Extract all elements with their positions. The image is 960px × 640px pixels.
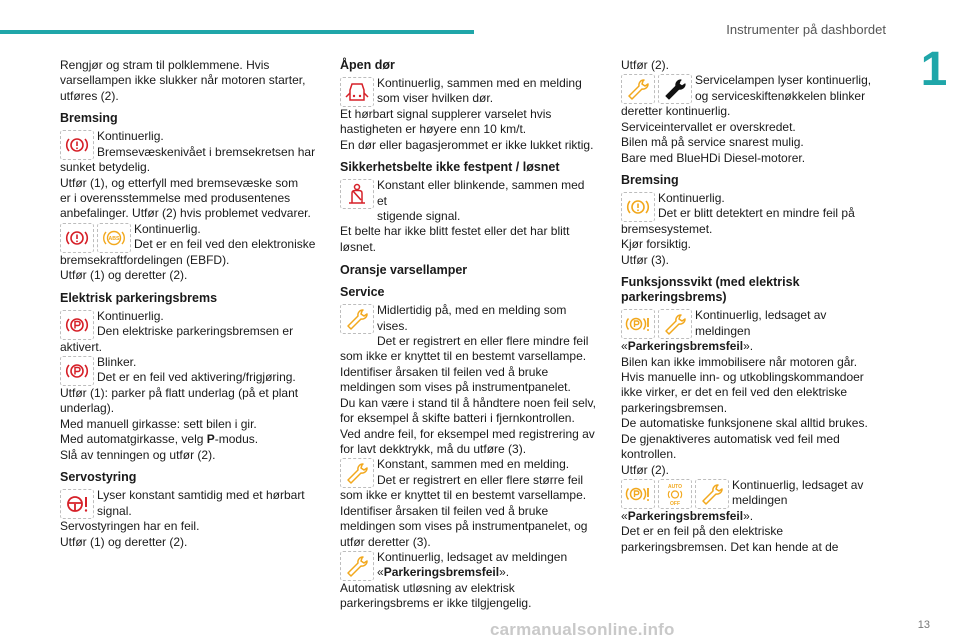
column-1 (60, 58, 316, 550)
body-line: Du kan være i stand til å håndtere noen feil selv, (340, 395, 596, 410)
body-line: De gjenaktiveres automatisk ved feil med (621, 431, 840, 446)
block-line: stigende signal. (377, 209, 461, 224)
body-line: Kjør forsiktig. (621, 237, 692, 252)
body-line: «Parkeringsbremsfeil». (621, 339, 754, 354)
chapter-number: 1 (920, 42, 948, 96)
body-line: ikke virker, er det en feil ved den elektriske (621, 385, 848, 400)
section-heading-funksjonssvikt: Funksjonssvikt (med elektrisk parkeringsbrems) (621, 275, 800, 305)
body-line: sunket betydelig. (60, 160, 151, 175)
service-wrench-icon (658, 309, 692, 339)
warning-block (60, 129, 316, 160)
body-line: Utfør (1): parker på flatt underlag (på et plant (60, 386, 299, 401)
brake-warning-icon (621, 192, 655, 222)
body-line: Utfør (1), og etterfyll med bremsevæske som (60, 175, 299, 190)
warning-block (60, 488, 316, 519)
body-line: bremsesystemet. (621, 222, 713, 237)
section-heading-seatbelt: Sikkerhetsbelte ikke festpent / løsnet (340, 160, 560, 175)
warning-block (340, 303, 596, 349)
warning-block (621, 308, 883, 339)
section-heading-servostyring: Servostyring (60, 470, 137, 485)
service-wrench-icon (340, 458, 374, 488)
body-line: Automatisk utløsning av elektrisk (340, 580, 515, 595)
column-3 (621, 58, 883, 555)
seatbelt-icon (340, 179, 374, 209)
block-line: Lyser konstant samtidig med et hørbart (97, 488, 305, 503)
body-line: anbefalinger. Utfør (2) hvis problemet vedvarer. (60, 206, 311, 221)
parking-brake-icon (60, 310, 94, 340)
service-wrench-icon (695, 479, 729, 509)
service-wrench-icon (340, 551, 374, 581)
watermark: carmanualsonline.info (490, 620, 675, 639)
warning-block (621, 191, 883, 222)
warning-block (340, 178, 596, 224)
body-line: Ved andre feil, for eksempel med registrering av (340, 426, 595, 441)
block-line: Kontinuerlig, ledsaget av (695, 308, 827, 323)
block-line: Den elektriske parkeringsbremsen er (97, 324, 294, 339)
section-heading-service: Service (340, 285, 385, 300)
body-line: Utfør (2). (621, 58, 669, 72)
intro-line: varsellampen ikke slukker når motoren starter, (60, 73, 306, 88)
block-line: som viser hvilken dør. (377, 91, 494, 106)
body-line: løsnet. (340, 239, 377, 254)
block-line: «Parkeringsbremsfeil». (377, 565, 510, 580)
body-line: Bilen må på service snarest mulig. (621, 135, 804, 150)
body-line: Utfør (3). (621, 252, 669, 267)
body-line: De automatiske funksjonene skal alltid brukes. (621, 416, 868, 431)
block-line: signal. (97, 503, 132, 518)
body-line: parkeringsbremsen. Det kan hende at de (621, 539, 839, 554)
block-line: og serviceskiftenøkkelen blinker (695, 88, 866, 103)
body-line: underlag). (60, 401, 115, 416)
block-line: Det er en feil ved aktivering/frigjøring. (97, 370, 296, 385)
block-line: Det er registrert en eller flere større feil (377, 472, 584, 487)
block-line: Kontinuerlig, sammen med en melding (377, 76, 582, 90)
body-line: Med manuell girkasse: sett bilen i gir. (60, 416, 257, 431)
block-line: Bremsevæskenivået i bremsekretsen har (97, 144, 316, 159)
block-line: Midlertidig på, med en melding som vises. (377, 303, 567, 333)
body-line: Med automatgirkasse, velg P-modus. (60, 432, 259, 447)
warning-block (340, 550, 596, 581)
body-line: Utfør (1) og deretter (2). (60, 268, 188, 283)
block-line: Kontinuerlig. (97, 129, 164, 144)
block-line: Det er en feil ved den elektroniske (134, 237, 316, 252)
parking-brake-icon (60, 356, 94, 386)
body-line: bremsekraftfordelingen (EBFD). (60, 252, 230, 267)
warning-block (340, 76, 596, 107)
header-accent-bar (0, 30, 474, 34)
body-line: Utfør (2). (621, 462, 669, 477)
body-line: aktivert. (60, 339, 103, 354)
brake-warning-icon (60, 223, 94, 253)
body-line: Et belte har ikke blitt festet eller det har blitt (340, 224, 570, 239)
body-line: som ikke er knyttet til en bestemt varsellampe. (340, 488, 587, 503)
abs-warning-icon (97, 223, 131, 253)
block-line: Konstant, sammen med en melding. (377, 457, 570, 472)
page-number: 13 (917, 619, 930, 631)
service-wrench-icon (340, 304, 374, 334)
parking-brake-fault-icon (621, 309, 655, 339)
body-line: Servostyringen har en feil. (60, 519, 200, 534)
section-heading-door: Åpen dør (340, 58, 395, 72)
page-header-title: Instrumenter på dashbordet (726, 22, 886, 37)
parking-brake-fault-icon (621, 479, 655, 509)
block-line: Det er blitt detektert en mindre feil på (658, 206, 855, 221)
block-line: Konstant eller blinkende, sammen med et (377, 178, 585, 208)
abs-label: ABS (108, 236, 120, 243)
body-line: som ikke er knyttet til en bestemt varsellampe. (340, 349, 587, 364)
off-label: OFF (670, 500, 680, 506)
block-line: Kontinuerlig. (134, 221, 201, 236)
block-line: meldingen (732, 493, 788, 508)
body-line: Serviceintervallet er overskredet. (621, 119, 796, 134)
body-line: parkeringsbrems er ikke tilgjengelig. (340, 596, 532, 611)
warning-block (60, 355, 316, 386)
body-line: parkeringsbremsen. (621, 400, 728, 415)
body-line: hastigheten er høyere enn 10 km/t. (340, 122, 527, 137)
block-line: Kontinuerlig, ledsaget av meldingen (377, 549, 568, 564)
section-heading-bremsing: Bremsing (60, 111, 118, 126)
body-line: Identifiser årsaken til feilen ved å bruke (340, 503, 549, 518)
body-line: «Parkeringsbremsfeil». (621, 508, 754, 523)
auto-label: AUTO (667, 483, 683, 490)
body-line: meldingen som vises på instrumentpanelet. (340, 380, 571, 395)
warning-block (60, 309, 316, 340)
body-line: Bare med BlueHDi Diesel-motorer. (621, 150, 806, 165)
warning-block (621, 73, 883, 104)
warning-block (60, 222, 316, 253)
auto-off-icon (658, 479, 692, 509)
block-line: Kontinuerlig. (658, 191, 725, 206)
intro-line: Rengjør og stram til polklemmene. Hvis (60, 58, 270, 72)
body-line: er i overensstemmelse med produsentenes (60, 191, 291, 206)
body-line: meldingen som vises på instrumentpanelet, og (340, 519, 588, 534)
section-heading-parkeringsbrems: Elektrisk parkeringsbrems (60, 290, 218, 305)
body-line: Slå av tenningen og utfør (2). (60, 447, 216, 462)
wrench-solid-icon (658, 74, 692, 104)
warning-block (621, 478, 883, 509)
body-line: Et hørbart signal supplerer varselet hvis (340, 107, 552, 121)
column-2 (340, 58, 596, 612)
body-line: for lavt dekktrykk, må du utføre (3). (340, 441, 527, 456)
body-line: deretter kontinuerlig. (621, 104, 731, 119)
block-line: Blinker. (97, 355, 137, 370)
brake-warning-icon (60, 130, 94, 160)
intro-line: utføres (2). (60, 88, 119, 103)
steering-wheel-warning-icon (60, 489, 94, 519)
body-line: Utfør (1) og deretter (2). (60, 534, 188, 549)
section-heading-orange-lamps: Oransje varsellamper (340, 263, 468, 278)
block-line: Servicelampen lyser kontinuerlig, (695, 73, 872, 88)
body-line: for eksempel å skifte batteri i fjernkontrollen. (340, 411, 575, 426)
block-line: Det er registrert en eller flere mindre feil (377, 334, 589, 349)
section-heading-bremsing: Bremsing (621, 173, 679, 188)
block-line: Kontinuerlig, ledsaget av (732, 477, 864, 492)
body-line: En dør eller bagasjerommet er ikke lukket riktig. (340, 137, 594, 152)
warning-block (340, 457, 596, 488)
open-door-icon (340, 77, 374, 107)
block-line: meldingen (695, 323, 751, 338)
block-line: Kontinuerlig. (97, 308, 164, 323)
body-line: Bilen kan ikke immobilisere når motoren går. (621, 354, 858, 369)
body-line: Identifiser årsaken til feilen ved å bruke (340, 364, 549, 379)
body-line: kontrollen. (621, 447, 677, 462)
body-line: Det er en feil på den elektriske (621, 524, 784, 539)
body-line: Hvis manuelle inn- og utkoblingskommandoer (621, 370, 864, 385)
body-line: utfør deretter (3). (340, 534, 431, 549)
service-wrench-icon (621, 74, 655, 104)
